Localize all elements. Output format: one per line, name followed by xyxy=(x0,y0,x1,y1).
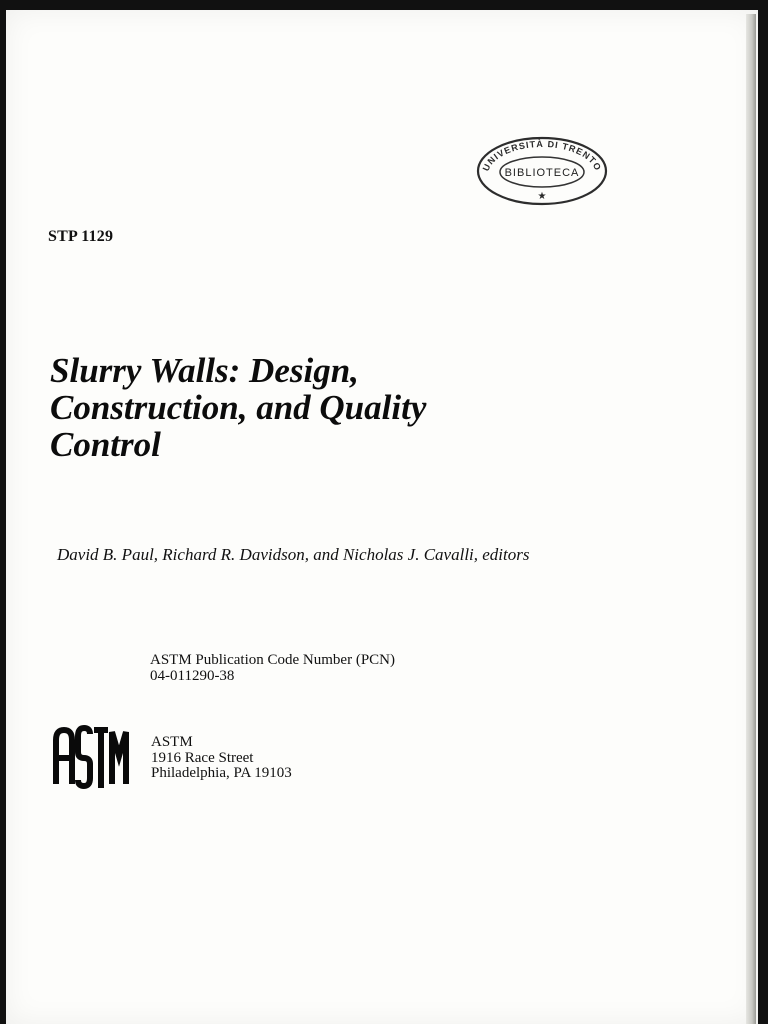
series-label: STP 1129 xyxy=(48,228,114,245)
publisher-street: 1916 Race Street xyxy=(151,749,254,766)
title-page xyxy=(6,10,758,1024)
stamp-center-text: BIBLIOTECA xyxy=(504,167,580,179)
astm-logo xyxy=(50,722,132,792)
stamp-top-text: UNIVERSITÀ DI TRENTO xyxy=(480,138,604,173)
book-title xyxy=(50,352,650,463)
publisher-address xyxy=(151,735,292,782)
page-edge xyxy=(746,14,756,1024)
title-line-3: Control xyxy=(50,425,161,464)
library-stamp xyxy=(474,133,610,209)
pcn-number: 04-011290-38 xyxy=(150,668,235,684)
publisher-city: Philadelphia, PA 19103 xyxy=(151,765,292,781)
title-line-2: Construction, and Quality xyxy=(50,388,427,427)
publication-code-block xyxy=(150,652,395,684)
pcn-label: ASTM Publication Code Number (PCN) xyxy=(150,652,395,668)
editors-line: David B. Paul, Richard R. Davidson, and Nicholas J. Cavalli, editors xyxy=(57,545,530,564)
publisher-name: ASTM xyxy=(151,734,193,750)
stamp-star: ★ xyxy=(537,191,547,202)
title-line-1: Slurry Walls: Design, xyxy=(50,351,359,390)
